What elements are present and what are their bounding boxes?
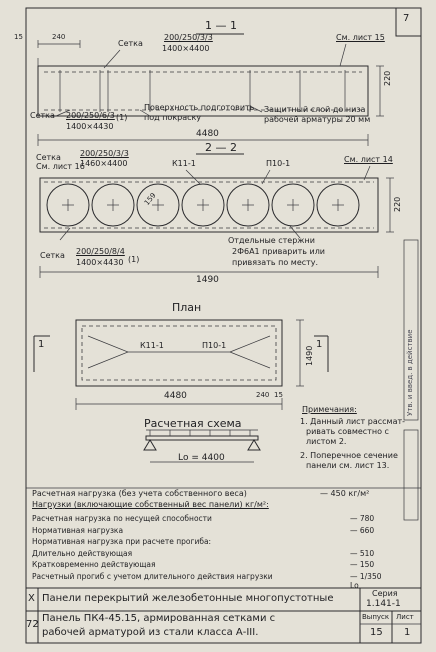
height-220-b: 220	[393, 196, 402, 212]
plan-title: План	[172, 301, 202, 314]
steel-note-2: рабочей арматуры 20 мм	[264, 115, 371, 124]
ref-sheet-15: См. лист 15	[336, 33, 385, 42]
length-4480-a: 4480	[196, 129, 219, 139]
note-2-line-1: 2. Поперечное сечение	[300, 451, 398, 460]
plan-mark-left: 1	[38, 339, 45, 350]
load-row-value: — 510	[350, 549, 375, 558]
dim-240: 240	[52, 33, 66, 41]
p10-label-b: П10-1	[202, 341, 227, 350]
setka-top-label: Сетка	[118, 39, 143, 48]
width-1490-a: 1490	[196, 275, 219, 285]
load-row-value: — 780	[350, 514, 375, 523]
setka-22-top-size: 1460×4400	[80, 159, 128, 168]
side-stamp: Утв. и введ. в действие	[406, 329, 414, 416]
load-row	[32, 572, 392, 590]
setka-22-top-spec: 200/250/3/3	[80, 149, 129, 158]
note-2-line-2: панели см. лист 13.	[306, 461, 390, 470]
rods-note-1: Отдельные стержни	[228, 236, 315, 245]
load-row	[32, 526, 392, 537]
load-row-label: Расчетный прогиб с учетом длительного действия нагрузки	[32, 572, 273, 581]
load-row-label: Нормативная нагрузка при расчете прогиба:	[32, 537, 212, 546]
setka-bottom-size: 1400×4430	[66, 122, 114, 131]
load-row-label: Расчетная нагрузка по несущей способности	[32, 514, 212, 523]
dim-15: 15	[14, 33, 23, 41]
section-1-1-title: 1 — 1	[205, 19, 237, 32]
loads-header: Нагрузки (включающие собственный вес панели) кг/м²:	[32, 500, 269, 509]
note-1-line-2: ривать совместно с	[306, 427, 389, 436]
issue-label: Выпуск	[362, 613, 390, 621]
load-row	[32, 549, 392, 560]
note-1-line-3: листом 2.	[306, 437, 347, 446]
k11-label-b: К11-1	[140, 341, 164, 350]
scheme-span: Lо = 4400	[178, 453, 225, 463]
length-4480-b: 4480	[164, 391, 187, 401]
design-load-value: — 450 кг/м²	[320, 489, 370, 498]
design-load-label: Расчетная нагрузка (без учета собственного веса)	[32, 489, 247, 498]
setka-22-label: Сетка	[36, 153, 61, 162]
note-1-line-1: 1. Данный лист рассмат-	[300, 417, 406, 426]
rods-note-3: привязать по месту.	[232, 258, 319, 267]
steel-note-1: Защитный слой до низа	[264, 105, 366, 114]
p10-label-a: П10-1	[266, 159, 291, 168]
plan-dim-15: 15	[274, 391, 283, 399]
section-2-2-title: 2 — 2	[205, 141, 237, 154]
mark-1-a: (1)	[116, 113, 128, 122]
setka-top-spec: 200/250/3/3	[164, 33, 213, 42]
load-row-value: — 1/350 Lо	[350, 572, 382, 590]
height-220-a: 220	[383, 70, 392, 86]
plan-dim-240: 240	[256, 391, 270, 399]
corner-mark: Х	[28, 593, 35, 604]
setka-22-bottom-spec: 200/250/8/4	[76, 247, 125, 256]
panel-line-2: рабочей арматурой из стали класса А-III.	[42, 627, 259, 638]
load-row	[32, 537, 392, 548]
setka-bottom-spec: 200/250/6/3	[66, 111, 115, 120]
load-row-value: — 660	[350, 526, 375, 535]
mark-1-b: (1)	[128, 255, 140, 264]
setka-bottom-label: Сетка	[30, 111, 55, 120]
series-value: 1.141-1	[366, 599, 401, 609]
load-row-label: Длительно действующая	[32, 549, 133, 558]
k11-label-a: К11-1	[172, 159, 196, 168]
surface-note-2: под покраску	[144, 113, 202, 122]
issue-value: 15	[370, 627, 383, 638]
page-number: 72	[26, 619, 39, 630]
series-title: Панели перекрытий железобетонные многопустотные	[42, 593, 334, 604]
surface-note-1: Поверхность подготовить	[144, 103, 255, 112]
load-row	[32, 560, 392, 571]
setka-top-size: 1400×4400	[162, 44, 210, 53]
setka-22-bottom-label: Сетка	[40, 251, 65, 260]
load-row-label: Нормативная нагрузка	[32, 526, 124, 535]
rods-note-2: 2Ф6А1 приварить или	[232, 247, 326, 256]
load-row	[32, 514, 392, 525]
series-label: Серия	[372, 589, 398, 598]
scheme-title: Расчетная схема	[144, 417, 242, 430]
setka-22-bottom-size: 1400×4430	[76, 258, 124, 267]
panel-line-1: Панель ПК4-45.15, армированная сетками с	[42, 613, 276, 624]
sheet-value: 1	[404, 627, 411, 638]
width-1490-b: 1490	[305, 345, 314, 366]
notes-title: Примечания:	[302, 405, 357, 414]
ref-sheet-16: См. лист 16	[36, 162, 85, 171]
dim-159: 159	[142, 191, 158, 207]
sheet-number: 7	[403, 13, 410, 24]
load-row-label: Кратковременно действующая	[32, 560, 156, 569]
ref-sheet-14: См. лист 14	[344, 155, 393, 164]
plan-mark-right: 1	[316, 339, 323, 350]
sheet-label: Лист	[396, 613, 414, 621]
load-row-value: — 150	[350, 560, 375, 569]
